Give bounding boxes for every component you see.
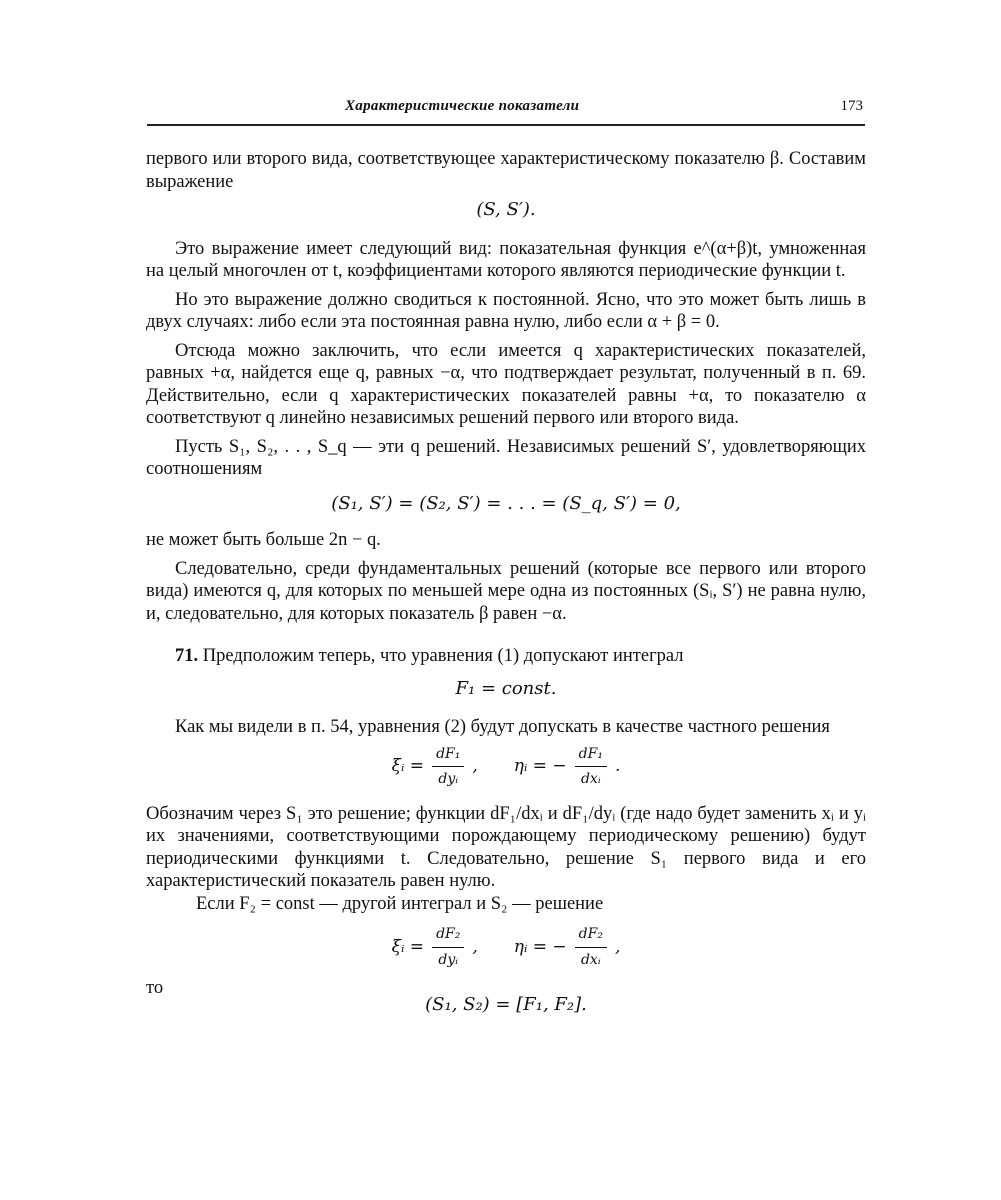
fraction-numerator: dF₁ (432, 743, 464, 768)
fraction-denominator: dxᵢ (580, 771, 601, 787)
fraction-numerator: dF₂ (432, 923, 464, 948)
section-paragraph (146, 645, 866, 668)
paragraph: не может быть больше 2n − q. (146, 530, 381, 550)
fraction-numerator: dF₁ (575, 743, 607, 768)
eta-lhs: ηᵢ = − (513, 936, 567, 957)
paragraph: Следовательно, среди фундаментальных решений (которые все первого или второго вида) имеются q, для которых по меньшей мере одна из постоянных (Sᵢ, S′) не равна нулю, и, следовательно, для которых показатель β равен −α. (146, 558, 866, 624)
formula-s-sprime: (S, S′). (476, 199, 536, 220)
fraction-denominator: dxᵢ (580, 951, 601, 968)
paragraph: Обозначим через S₁ это решение; функции dF₁/dxᵢ и dF₁/dyᵢ (где надо будет заменить xᵢ и yᵢ их значениями, соответствующими порождающему периодическому решению) будут периодическими функциями t. Следовательно, решение S₁ первого вида и его характеристический показатель равен нулю. (146, 803, 866, 891)
section-number: 71. (175, 646, 199, 666)
paragraph: Как мы видели в п. 54, уравнения (2) будут допускать в качестве частного решения (175, 717, 830, 737)
paragraph: первого или второго вида, соответствующее характеристическому показателю β. Составим выражение (146, 149, 866, 192)
fraction (432, 743, 464, 791)
word-to: то (146, 978, 164, 998)
eta-lhs: ηᵢ = − (513, 756, 567, 777)
separator: , (472, 756, 478, 777)
paragraph: Пусть S₁, S₂, . . , S_q — эти q решений. Независимых решений S′, удовлетворяющих соотношениям (146, 436, 866, 479)
paragraph: Но это выражение должно сводиться к постоянной. Ясно, что это может быть лишь в двух случаях: либо если эта постоянная равна нулю, либо если α + β = 0. (146, 289, 866, 332)
formula-particular-solution (146, 743, 866, 791)
xi-equation (392, 923, 478, 971)
formula-integral: F₁ = const. (455, 677, 557, 699)
paragraph: Это выражение имеет следующий вид: показательная функция e^(α+β)t, умноженная на целый многочлен от t, коэффициентами которого являются периодические функции t. (146, 238, 866, 281)
fraction-denominator: dyᵢ (438, 771, 459, 787)
fraction (575, 923, 607, 971)
running-header (147, 96, 865, 126)
page-number: 173 (840, 98, 863, 114)
fraction-numerator: dF₂ (575, 923, 607, 948)
paragraph: Если F₂ = const — другой интеграл и S₂ — решение (196, 893, 604, 914)
separator: , (472, 936, 478, 957)
page-body (146, 148, 866, 1016)
separator: , (614, 936, 621, 957)
paragraph: Отсюда можно заключить, что если имеется q характеристических показателей, равных +α, найдется еще q, равных −α, что подтверждает результат, полученный в п. 69. Действительно, если q характеристических показателей равны +α, то показателю α соответствуют q линейно независимых решений первого или второго вида. (146, 340, 866, 428)
formula-second-solution (146, 923, 866, 971)
section-text: Предположим теперь, что уравнения (1) допускают интеграл (202, 646, 684, 666)
eta-equation (514, 923, 621, 971)
formula-poisson-bracket: (S₁, S₂) = [F₁, F₂]. (425, 993, 587, 1015)
fraction (432, 923, 464, 971)
header-title: Характеристические показатели (345, 98, 580, 114)
xi-equation (392, 743, 478, 791)
xi-lhs: ξᵢ = (391, 936, 425, 957)
xi-lhs: ξᵢ = (391, 756, 425, 777)
formula-orthogonality: (S₁, S′) = (S₂, S′) = . . . = (S_q, S′) = 0, (331, 492, 681, 514)
separator: . (614, 756, 621, 777)
fraction-denominator: dyᵢ (438, 951, 459, 968)
eta-equation (514, 743, 621, 791)
fraction (575, 743, 607, 791)
